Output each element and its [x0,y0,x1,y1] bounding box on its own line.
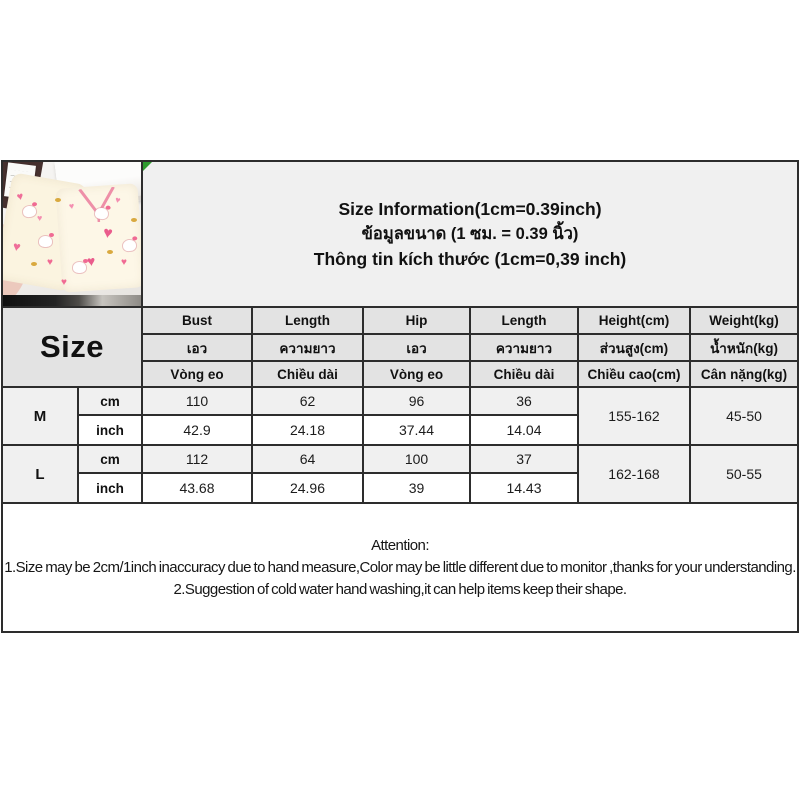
heart-icon [47,258,53,268]
size-chart [1,160,798,633]
title-english: Size Information(1cm=0.39inch) [338,198,602,219]
header-length2-en: Length [470,307,578,334]
value-cell: 100 [363,445,470,473]
value-cell: 43.68 [142,473,252,503]
cell-marker-triangle-icon [143,162,152,171]
header-weight-th: น้ำหนัก(kg) [690,334,798,361]
bow-icon [107,250,113,254]
value-cell: 39 [363,473,470,503]
attention-heading: Attention: [371,536,429,554]
header-height-vi: Chiều cao(cm) [578,361,690,387]
value-cell: 62 [252,387,363,415]
kitty-icon [73,262,86,273]
unit-cm-label: cm [78,445,142,473]
heart-icon [61,278,67,288]
value-cell: 24.18 [252,415,363,445]
unit-inch-label: inch [78,473,142,503]
value-cell: 14.43 [470,473,578,503]
pajama-shirt [55,183,141,292]
size-header: Size [2,307,142,387]
value-cell: 110 [142,387,252,415]
title-thai: ข้อมูลขนาด (1 ซม. = 0.39 นิ้ว) [361,224,579,243]
value-cell: 37 [470,445,578,473]
header-hip-en: Hip [363,307,470,334]
header-height-th: ส่วนสูง(cm) [578,334,690,361]
bow-icon [31,262,37,266]
product-photo-cell [2,161,142,307]
title-cell [142,161,798,307]
weight-range-m: 45-50 [690,387,798,445]
photo-bottom-shadow [3,295,141,306]
header-hip-th: เอว [363,334,470,361]
heart-icon [37,214,42,223]
attention-note-2: 2.Suggestion of cold water hand washing,it can help items keep their shape. [173,580,627,598]
value-cell: 42.9 [142,415,252,445]
weight-range-l: 50-55 [690,445,798,503]
attention-box [2,503,798,632]
value-cell: 37.44 [363,415,470,445]
product-photo [3,162,141,306]
size-table [1,160,799,633]
value-cell: 112 [142,445,252,473]
heart-icon [121,258,127,268]
attention-note-1: 1.Size may be 2cm/1inch inaccuracy due to hand measure,Color may be little different due to monitor ,thanks for your understanding. [4,558,796,576]
bow-icon [131,218,137,222]
header-length2-th: ความยาว [470,334,578,361]
height-range-l: 162-168 [578,445,690,503]
header-length1-en: Length [252,307,363,334]
header-length1-th: ความยาว [252,334,363,361]
title-vietnamese: Thông tin kích thước (1cm=0,39 inch) [313,248,627,269]
header-weight-en: Weight(kg) [690,307,798,334]
value-cell: 14.04 [470,415,578,445]
unit-cm-label: cm [78,387,142,415]
size-m-label: M [2,387,78,445]
height-range-m: 155-162 [578,387,690,445]
value-cell: 64 [252,445,363,473]
kitty-icon [39,236,52,247]
header-length2-vi: Chiều dài [470,361,578,387]
header-bust-vi: Vòng eo [142,361,252,387]
header-bust-en: Bust [142,307,252,334]
header-hip-vi: Vòng eo [363,361,470,387]
header-height-en: Height(cm) [578,307,690,334]
value-cell: 24.96 [252,473,363,503]
value-cell: 36 [470,387,578,415]
header-weight-vi: Cân nặng(kg) [690,361,798,387]
header-bust-th: เอว [142,334,252,361]
heart-icon [68,202,75,212]
value-cell: 96 [363,387,470,415]
bow-icon [55,198,61,202]
size-l-label: L [2,445,78,503]
unit-inch-label: inch [78,415,142,445]
header-length1-vi: Chiều dài [252,361,363,387]
